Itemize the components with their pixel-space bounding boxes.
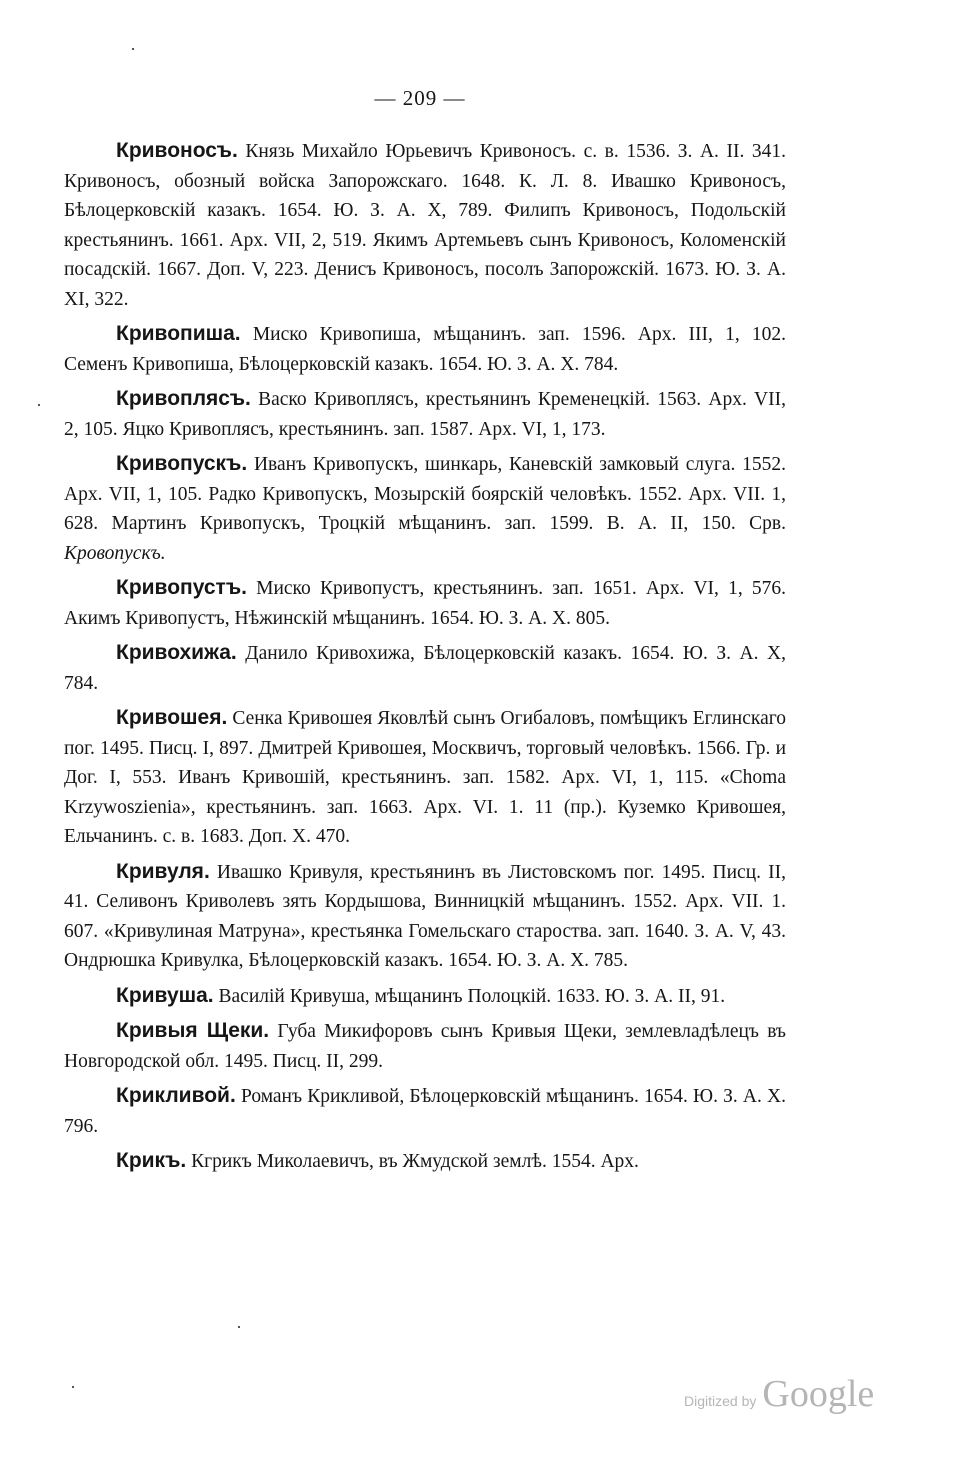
page-number: — 209 —	[374, 86, 466, 110]
digitized-watermark	[684, 1372, 874, 1416]
entry-text: Миско Кривопиша, мѣщанинъ. зап. 1596. Арх. III, 1, 102. Семенъ Кривопиша, Бѣлоцерковскій казакъ. 1654. Ю. З. А. X. 784.	[64, 324, 786, 375]
entry-headword: Кривуля.	[116, 859, 210, 883]
entry-krik	[64, 1146, 786, 1177]
scan-speck	[38, 404, 40, 406]
entry-headword: Кривошея.	[116, 706, 228, 729]
entry-krivulya	[64, 857, 786, 976]
entry-krivokhizha	[64, 638, 786, 698]
dictionary-entries	[64, 136, 786, 1182]
entry-text: Васко Кривоплясъ, крестьянинъ Кременецкій. 1563. Арх. VII, 2, 105. Яцко Кривоплясъ, крестьянинъ. зап. 1587. Арх. VI, 1, 173.	[64, 389, 786, 440]
entry-headword: Кривоносъ.	[116, 139, 238, 162]
entry-text: Иванъ Кривопускъ, шинкарь, Каневскій замковый слуга. 1552. Арх. VII, 1, 105. Радко Кривопускъ, Мозырскій боярскій человѣкъ. 1552. Арх. VII. 1, 628. Мартинъ Кривопускъ, Троцкій мѣщанинъ. зап. 1599. В. А. II, 150. Срв.	[64, 454, 787, 534]
entry-krivopust	[64, 573, 786, 633]
entry-headword: Крикъ.	[116, 1149, 187, 1172]
entry-kriklivoy	[64, 1081, 786, 1141]
entry-text: Миско Кривопустъ, крестьянинъ. зап. 1651. Арх. VI, 1, 576. Акимъ Кривопустъ, Нѣжинскій мѣщанинъ. 1654. Ю. З. А. X. 805.	[64, 578, 786, 629]
entry-headword: Крикливой.	[116, 1084, 236, 1107]
entry-headword: Кривыя Щеки.	[116, 1019, 270, 1042]
entry-krivyya-shcheki	[64, 1016, 786, 1076]
entry-text: Данило Кривохижа, Бѣлоцерковскій казакъ. 1654. Ю. З. А. X, 784.	[64, 643, 787, 694]
entry-krivonos	[64, 136, 786, 314]
entry-headword: Кривопустъ.	[116, 576, 247, 599]
google-logo: Google	[762, 1373, 875, 1415]
entry-headword: Кривуша.	[116, 983, 214, 1007]
entry-krivosheya	[64, 703, 786, 852]
scan-speck	[238, 1326, 240, 1328]
entry-krivoplyas	[64, 384, 786, 444]
entry-krivopusk	[64, 449, 786, 568]
entry-text: Василій Кривуша, мѣщанинъ Полоцкій. 1633. Ю. З. А. II, 91.	[218, 985, 726, 1007]
entry-text: Губа Микифоровъ сынъ Кривыя Щеки, землевладѣлецъ въ Новгородской обл. 1495. Писц. II, 299.	[64, 1021, 787, 1072]
entry-krivopisha	[64, 319, 786, 379]
scan-speck	[132, 48, 134, 50]
entry-headword: Кривоплясъ.	[116, 387, 251, 410]
entry-text: Романъ Крикливой, Бѣлоцерковскій мѣщанинъ. 1654. Ю. З. А. X. 796.	[64, 1086, 787, 1137]
watermark-prefix: Digitized by	[684, 1393, 757, 1409]
entry-text: Князь Михайло Юрьевичъ Кривоносъ. с. в. 1536. З. А. II. 341. Кривоносъ, обозный войска Запорожскаго. 1648. К. Л. 8. Ивашко Кривоносъ, Бѣлоцерковскій казакъ. 1654. Ю. З. А. X, 789. Филипъ Кривоносъ, Подольскій крестьянинъ. 1661. Арх. VII, 2, 519. Якимъ Артемьевъ сынъ Кривоносъ, Коломенскій посадскій. 1667. Доп. V, 223. Денисъ Кривоносъ, посолъ Запорожскій. 1673. Ю. З. А. XI, 322.	[64, 141, 786, 310]
entry-italic-crossref: Кровопускъ.	[64, 542, 166, 564]
entry-headword: Кривопиша.	[116, 322, 241, 345]
entry-text: Ивашко Кривуля, крестьянинъ въ Листовскомъ пог. 1495. Писц. II, 41. Селивонъ Криволевъ зять Кордышова, Винницкій мѣщанинъ. 1552. Арх. VII. 1. 607. «Кривулиная Матруна», крестьянка Гомельскаго староства. зап. 1640. З. А. V, 43. Ондрюшка Кривулка, Бѣлоцерковскій казакъ. 1654. Ю. З. А. X. 785.	[64, 861, 787, 971]
entry-text: Кгрикъ Миколаевичъ, въ Жмудской землѣ. 1554. Арх.	[191, 1151, 639, 1172]
entry-headword: Кривопускъ.	[116, 452, 248, 475]
scan-speck	[72, 1386, 74, 1388]
entry-headword: Кривохижа.	[116, 641, 237, 664]
entry-text: Сенка Кривошея Яковлѣй сынъ Огибаловъ, помѣщикъ Еглинскаго пог. 1495. Писц. I, 897. Дмитрей Кривошея, Москвичъ, торговый человѣкъ. 1566. Гр. и Дог. I, 553. Иванъ Кривошій, крестьянинъ. зап. 1582. Арх. VI, 1, 115. «Choma Krzywoszienia», крестьянинъ. зап. 1663. Арх. VI. 1. 11 (пр.). Куземко Кривошея, Ельчанинъ. с. в. 1683. Доп. X. 470.	[64, 708, 786, 847]
entry-krivusha	[64, 981, 786, 1012]
